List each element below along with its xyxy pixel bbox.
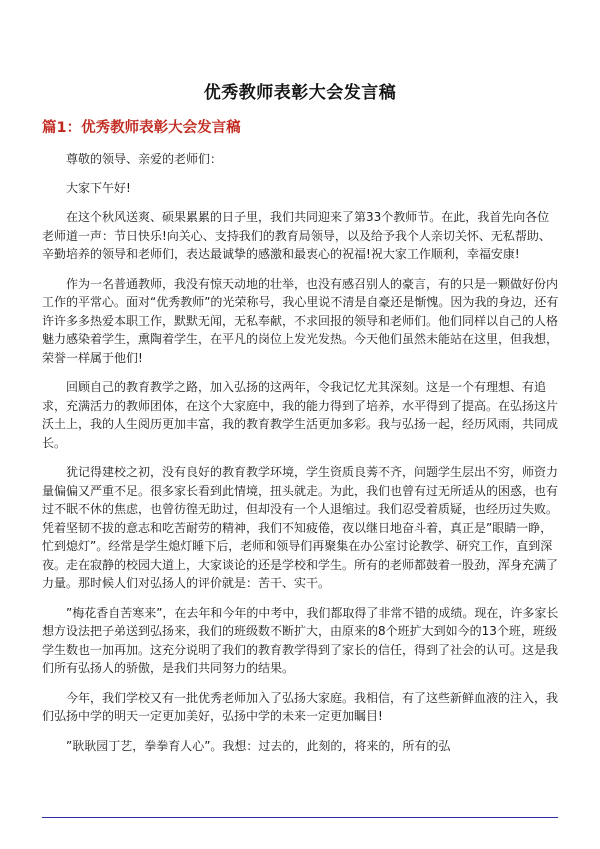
paragraph: ”耿耿园丁艺，拳拳育人心”。我想：过去的，此刻的，将来的，所有的弘: [66, 738, 451, 753]
paragraph: 作为一名普通教师，我没有惊天动地的壮举，也没有感召别人的豪言，有的只是一颗做好份内工作的平常心。面对“优秀教师”的光荣称号，我心里说不清是自豪还是惭愧。因为我的身边，还有许许多多热爱本职工作，默默无闻，无私奉献，不求回报的领导和老师们。他们同样以自己的人格魅力感染着学生，熏陶着学生，在平凡的岗位上发光发热。今天他们虽然未能站在这里，但我想，荣誉一样属于他们!: [42, 276, 559, 365]
greeting-paragraph: 尊敬的领导、亲爱的老师们：: [66, 152, 223, 166]
document-title: 优秀教师表彰大会发言稿: [203, 83, 397, 103]
footer-divider: [42, 817, 558, 818]
section-heading: 篇1：优秀教师表彰大会发言稿: [42, 120, 241, 136]
speech-body: [42, 208, 560, 755]
paragraph: 犹记得建校之初，没有良好的教育教学环境，学生资质良莠不齐，问题学生层出不穷，师资力量偏偏又严重不足。很多家长看到此情境，扭头就走。为此，我们也曾有过无所适从的困惑，也有过不眠不休的焦虑，也曾彷徨无助过，但却没有一个人退缩过。我们忍受着质疑，也经历过失败。凭着坚韧不拔的意志和吃苦耐劳的精神，我们不知疲倦，夜以继日地奋斗着，真正是”眼睛一睁，忙到熄灯”。经常是学生熄灯睡下后，老师和领导们再聚集在办公室讨论教学、研究工作，直到深夜。走在寂静的校园大道上，大家谈论的还是学校和学生。所有的老师都鼓着一股劲，浑身充满了力量。那时候人们对弘扬人的评价就是：苦干、实干。: [42, 465, 559, 590]
paragraph: 在这个秋风送爽、硕果累累的日子里，我们共同迎来了第33个教师节。在此，我首先向各位老师道一声：节日快乐!向关心、支持我们的教育局领导，以及给予我个人亲切关怀、无私帮助、辛勤培养的领导和老师们，表达最诚挚的感激和最衷心的祝福!祝大家工作顺利，幸福安康!: [42, 210, 551, 261]
hello-block: [42, 179, 560, 198]
paragraph: 今年，我们学校又有一批优秀老师加入了弘扬大家庭。我相信，有了这些新鲜血液的注入，我们弘扬中学的明天一定更加美好，弘扬中学的未来一定更加瞩目!: [42, 690, 559, 723]
hello-paragraph: 大家下午好!: [66, 181, 131, 195]
paragraph: ”梅花香自苦寒来”，在去年和今年的中考中，我们都取得了非常不错的成绩。现在，许多家长想方设法把子弟送到弘扬来，我们的班级数不断扩大，由原来的8个班扩大到如今的13个班，班级学生数也一加再加。这充分说明了我们的教育教学得到了家长的信任，得到了社会的认可。这是我们所有弘扬人的骄傲，是我们共同努力的结果。: [42, 605, 559, 675]
greeting-block: [42, 150, 560, 169]
paragraph: 回顾自己的教育教学之路，加入弘扬的这两年，令我记忆尤其深刻。这是一个有理想、有追求，充满活力的教师团体，在这个大家庭中，我的能力得到了培养，水平得到了提高。在弘扬这片沃土上，我的人生阅历更加丰富，我的教育教学生活更加多彩。我与弘扬一起，经历风雨，共同成长。: [42, 380, 559, 450]
